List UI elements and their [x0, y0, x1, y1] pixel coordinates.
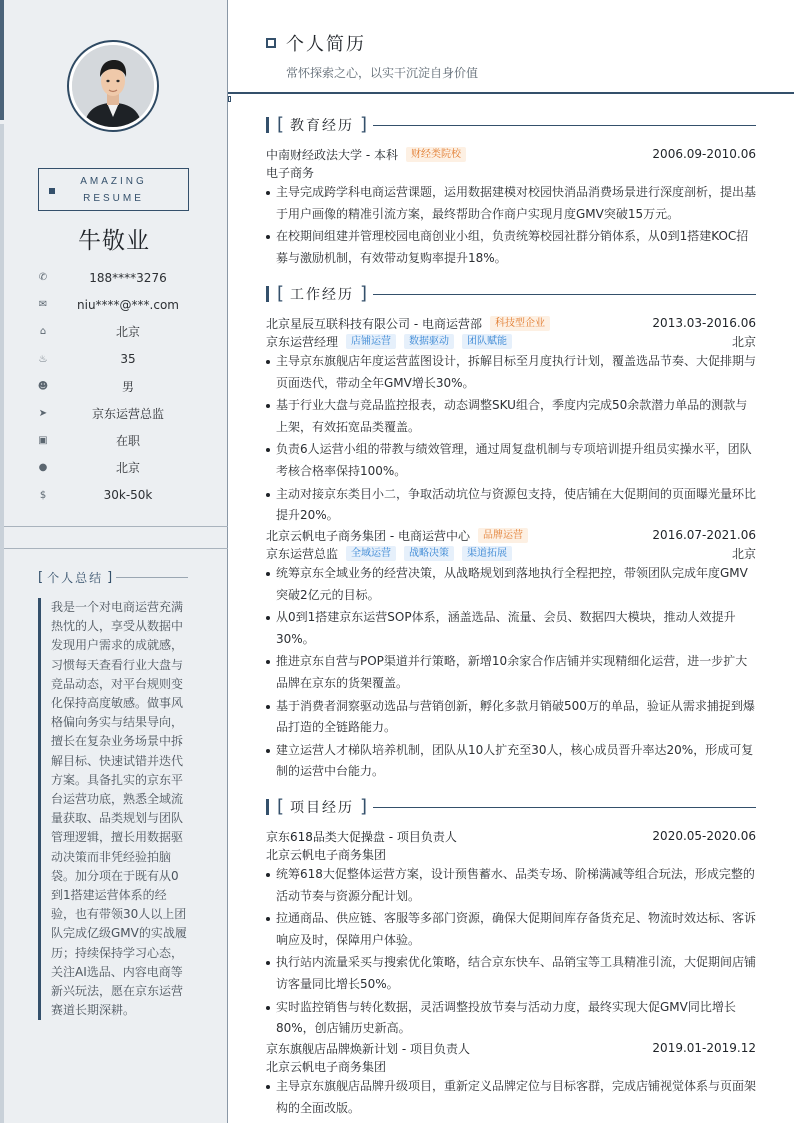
list-item: 统筹618大促整体运营方案，设计预售蓄水、品类专场、阶梯满减等组合玩法，形成完整的活动节奏与资源分配计划。 [266, 864, 756, 907]
phone-icon: ✆ [38, 272, 48, 284]
location-icon: ● [38, 462, 48, 474]
summary-heading-text: 个人总结 [47, 571, 104, 585]
company-tag: 品牌运营 [478, 528, 528, 543]
avatar-photo [72, 45, 154, 127]
candidate-name: 牛敬业 [78, 228, 150, 254]
skill-tag: 团队赋能 [462, 334, 512, 349]
work-city: 北京 [731, 546, 756, 561]
job-role: 京东运营经理 [266, 334, 339, 349]
project-entry-2 [266, 1039, 756, 1119]
list-item: 执行站内流量采买与搜索优化策略，结合京东快车、品销宝等工具精准引流，大促期间店铺访客量同比增长50%。 [266, 952, 756, 995]
skill-tag: 数据驱动 [404, 334, 454, 349]
contact-info-list [36, 264, 206, 509]
list-item: 基于行业大盘与竞品监控报表，动态调整SKU组合，季度内完成50余款潜力单品的测款与上架，有效拓宽品类覆盖。 [266, 395, 756, 438]
info-value: 30k-50k [103, 488, 153, 503]
list-item: 在校期间组建并管理校园电商创业小组，负责统筹校园社群分销体系，从0到1搭建KOC招募与激励机制，有效带动复购率提升18%。 [266, 226, 756, 269]
header-corner-mark [228, 96, 231, 102]
header-square-icon [266, 38, 276, 48]
info-value: 北京 [115, 325, 140, 340]
sidebar-divider [4, 526, 228, 527]
email-icon: ✉ [38, 299, 48, 311]
info-value: 188****3276 [89, 270, 167, 285]
badge-line-1: AMAZING [80, 175, 147, 187]
section-title: 项目经历 [290, 800, 355, 816]
project-org: 北京云帆电子商务集团 [266, 847, 387, 862]
work-city: 北京 [731, 334, 756, 349]
skill-tag: 店铺运营 [346, 334, 396, 349]
project-date: 2019.01-2019.12 [652, 1041, 756, 1055]
section-title: 工作经历 [290, 287, 355, 303]
info-location [36, 454, 206, 481]
info-value: 北京 [115, 461, 140, 476]
work-date: 2016.07-2021.06 [652, 528, 756, 542]
job-role: 京东运营总监 [266, 546, 339, 561]
page-title: 个人简历 [286, 34, 366, 55]
page-subtitle: 常怀探索之心，以实干沉淀自身价值 [286, 66, 479, 80]
work-entry-2 [266, 526, 756, 783]
summary-box [38, 598, 190, 1020]
sidebar-accent-bar-lower [0, 124, 4, 1123]
sidebar-divider [4, 548, 228, 549]
info-target-position [36, 400, 206, 427]
summary-text: 我是一个对电商运营充满热忱的人，享受从数据中发现用户需求的成就感，习惯每天查看行业大盘与竞品动态，对平台规则变化保持高度敏感。做事风格偏向务实与结果导向，擅长在复杂业务场景中拆解目标、快速试错并迭代方案。具备扎实的京东平台运营功底，熟悉全域流量获取、品类规划与团队管理逻辑，擅长用数据驱动决策而非凭经验拍脑袋。加分项在于既有从0到1搭建运营体系的经验，也有带领30人以上团队完成亿级GMV的实战履历；持续保持学习心态，关注AI选品、内容电商等新兴玩法，愿在京东运营赛道长期深耕。 [51, 600, 187, 1018]
list-item: 主导完成跨学科电商运营课题，运用数据建模对校园快消品消费场景进行深度剖析，提出基于用户画像的精准引流方案，最终帮助合作商户实现月度GMV突破15万元。 [266, 182, 756, 225]
project-entry-1 [266, 827, 756, 1040]
school-name: 中南财经政法大学 - 本科 [266, 147, 398, 162]
info-age [36, 346, 206, 373]
avatar [67, 40, 159, 132]
face-icon: ☻ [37, 380, 49, 392]
sidebar [0, 0, 228, 1123]
list-item: 从0到1搭建京东运营SOP体系，涵盖选品、流量、会员、数据四大模块，推动人效提升30%。 [266, 607, 756, 650]
send-icon: ➤ [38, 408, 48, 420]
info-status [36, 427, 206, 454]
skill-tag: 战略决策 [404, 546, 454, 561]
info-phone [36, 264, 206, 291]
list-item: 拉通商品、供应链、客服等多部门资源，确保大促期间库存备货充足、物流时效达标、客诉响应及时，保障用户体验。 [266, 908, 756, 951]
info-value: 在职 [115, 434, 140, 449]
company-name: 北京云帆电子商务集团 - 电商运营中心 [266, 528, 470, 543]
list-item: 主导京东旗舰店品牌升级项目，重新定义品牌定位与目标客群，完成店铺视觉体系与页面架构的全面改版。 [266, 1076, 756, 1119]
work-date: 2013.03-2016.06 [652, 316, 756, 330]
info-email [36, 291, 206, 318]
skill-tag: 全域运营 [346, 546, 396, 561]
cake-icon: ♨ [38, 353, 48, 365]
project-name: 京东旗舰店品牌焕新计划 - 项目负责人 [266, 1041, 470, 1056]
info-hometown [36, 318, 206, 345]
badge-line-2: RESUME [83, 192, 144, 204]
info-salary [36, 482, 206, 509]
project-org: 北京云帆电子商务集团 [266, 1059, 387, 1074]
education-major: 电子商务 [266, 165, 315, 180]
project-date: 2020.05-2020.06 [652, 829, 756, 843]
page-header [228, 0, 794, 94]
skill-tag: 渠道拓展 [462, 546, 512, 561]
list-item: 主动对接京东类目小二，争取活动坑位与资源包支持，使店铺在大促期间的页面曝光量环比提升20%。 [266, 484, 756, 527]
work-entry-1 [266, 314, 756, 527]
list-item: 负责6人运营小组的带教与绩效管理，通过周复盘机制与专项培训提升组员实操水平，团队考核合格率保持100%。 [266, 439, 756, 482]
briefcase-icon: ▣ [38, 435, 48, 447]
company-tag: 科技型企业 [490, 316, 550, 331]
education-entry [266, 145, 756, 269]
info-gender [36, 373, 206, 400]
education-date: 2006.09-2010.06 [652, 147, 756, 161]
summary-heading: [ 个人总结 ] [38, 569, 188, 586]
info-value: niu****@***.com [77, 297, 179, 312]
list-item: 建立运营人才梯队培养机制，团队从10人扩充至30人，核心成员晋升率达20%，形成可复制的运营中台能力。 [266, 740, 756, 783]
info-value: 京东运营总监 [91, 407, 164, 422]
section-title: 教育经历 [290, 118, 355, 134]
section-heading-education: [ 教育经历 ] [266, 115, 756, 135]
badge-square-icon [49, 188, 55, 194]
list-item: 推进京东自营与POP渠道并行策略，新增10余家合作店铺并实现精细化运营，进一步扩大品牌在京东的货架覆盖。 [266, 651, 756, 694]
project-name: 京东618品类大促操盘 - 项目负责人 [266, 829, 457, 844]
info-value: 男 [121, 379, 134, 394]
summary-heading-rule [116, 577, 188, 578]
salary-icon: $ [39, 489, 47, 501]
resume-badge [38, 168, 189, 211]
list-item: 基于消费者洞察驱动选品与营销创新，孵化多款月销破500万的单品，验证从需求捕捉到爆品打造的全链路能力。 [266, 696, 756, 739]
home-icon: ⌂ [39, 326, 47, 338]
school-tag: 财经类院校 [406, 147, 466, 162]
list-item: 统筹京东全域业务的经营决策，从战略规划到落地执行全程把控，带领团队完成年度GMV突破2亿元的目标。 [266, 563, 756, 606]
section-heading-project: [ 项目经历 ] [266, 797, 756, 817]
info-value: 35 [120, 352, 136, 367]
list-item: 实时监控销售与转化数据，灵活调整投放节奏与活动力度，最终实现大促GMV同比增长80%，创店铺历史新高。 [266, 997, 756, 1040]
list-item: 主导京东旗舰店年度运营蓝图设计，拆解目标至月度执行计划，覆盖选品节奏、大促排期与页面迭代，带动全年GMV增长30%。 [266, 351, 756, 394]
sidebar-accent-bar [0, 0, 4, 120]
section-heading-work: [ 工作经历 ] [266, 284, 756, 304]
company-name: 北京星辰互联科技有限公司 - 电商运营部 [266, 316, 482, 331]
